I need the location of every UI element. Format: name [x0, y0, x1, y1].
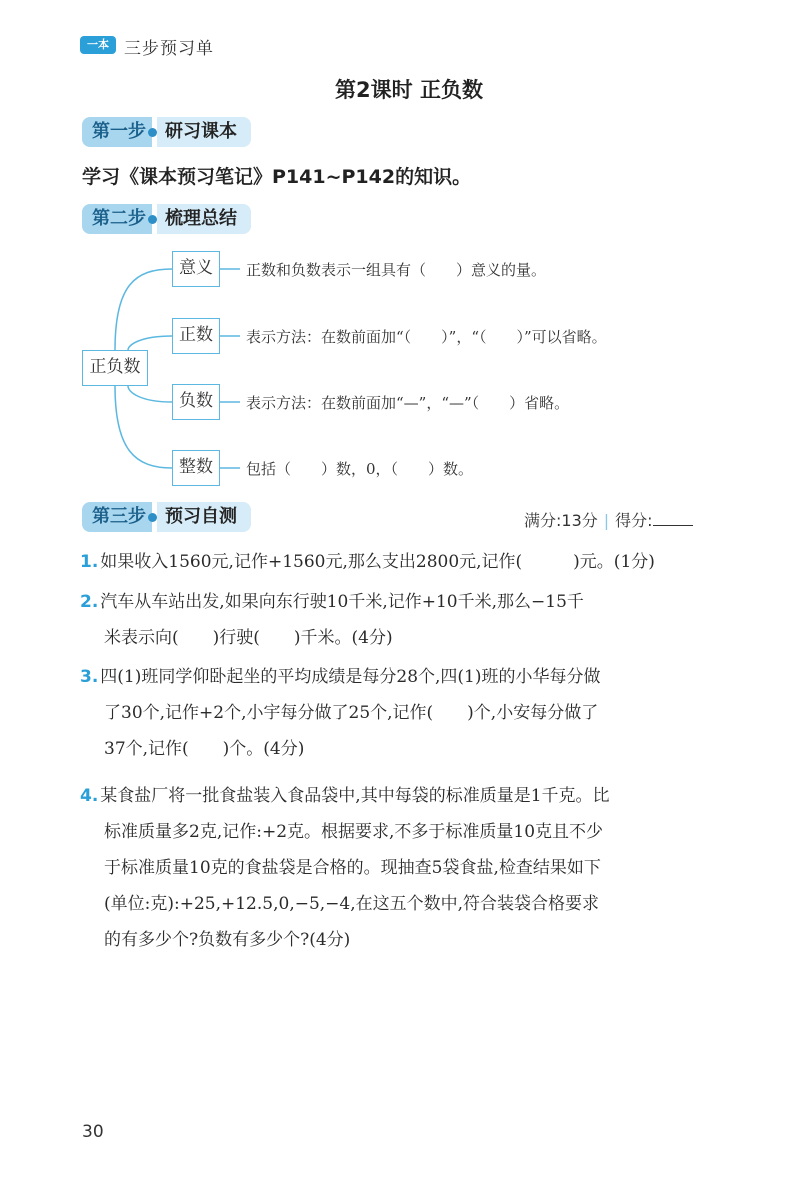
question-2	[80, 584, 740, 656]
question-line: 如果收入1560元,记作+1560元,那么支出2800元,记作( )元。(1分)	[100, 552, 655, 572]
mindmap-text-integer: 包括（ ）数，0，（ ）数。	[246, 460, 474, 478]
brand-logo: 一本	[80, 36, 116, 54]
question-line: 了30个,记作+2个,小宇每分做了25个,记作( )个,小安每分做了	[104, 703, 599, 723]
branch-negative	[128, 386, 172, 402]
question-line: 四(1)班同学仰卧起坐的平均成绩是每分28个,四(1)班的小华每分做	[100, 667, 601, 687]
mindmap-node-positive: 正数	[172, 318, 220, 354]
score-divider: |	[603, 511, 610, 530]
branch-positive	[128, 336, 172, 350]
question-line: 的有多少个?负数有多少个?(4分)	[104, 930, 351, 950]
step3-badge	[82, 502, 251, 532]
step3-name: 预习自测	[157, 502, 251, 532]
mindmap-node-integer: 整数	[172, 450, 220, 486]
question-number: 2.	[80, 592, 99, 612]
mindmap-root: 正负数	[82, 350, 148, 386]
question-line: 37个,记作( )个。(4分)	[104, 739, 305, 759]
full-score: 满分:13分	[524, 511, 598, 530]
page-number: 30	[82, 1122, 104, 1142]
mindmap-text-positive: 表示方法：在数前面加“（ ）”，“（ ）”可以省略。	[246, 328, 607, 346]
brand-title: 三步预习单	[124, 39, 214, 59]
branch-meaning	[115, 269, 172, 350]
mindmap-text-meaning: 正数和负数表示一组具有（ ）意义的量。	[246, 261, 547, 279]
mindmap-node-negative: 负数	[172, 384, 220, 420]
question-number: 4.	[80, 786, 99, 806]
score-blank[interactable]	[653, 511, 693, 526]
question-3	[80, 659, 740, 767]
step1-name: 研习课本	[157, 117, 251, 147]
question-number: 3.	[80, 667, 99, 687]
question-number: 1.	[80, 552, 99, 572]
question-4	[80, 778, 740, 958]
step2-dot-icon	[148, 215, 157, 224]
question-line: 米表示向( )行驶( )千米。(4分)	[104, 628, 393, 648]
question-line: 某食盐厂将一批食盐装入食品袋中,其中每袋的标准质量是1千克。比	[100, 786, 610, 806]
step1-dot-icon	[148, 128, 157, 137]
mindmap-text-negative: 表示方法：在数前面加“—”，“—”（ ）省略。	[246, 394, 570, 412]
score-label: 得分:	[615, 511, 653, 530]
question-line: 标准质量多2克,记作:+2克。根据要求,不多于标准质量10克且不少	[104, 822, 604, 842]
question-line: (单位:克):+25,+12.5,0,−5,−4,在这五个数中,符合装袋合格要求	[104, 894, 600, 914]
step2-name: 梳理总结	[157, 204, 251, 234]
step2-tag: 第二步	[82, 204, 152, 234]
score-area	[524, 508, 693, 531]
mindmap-node-meaning: 意义	[172, 251, 220, 287]
study-instruction: 学习《课本预习笔记》P141~P142的知识。	[82, 166, 472, 188]
question-line: 汽车从车站出发,如果向东行驶10千米,记作+10千米,那么−15千	[100, 592, 584, 612]
step1-tag: 第一步	[82, 117, 152, 147]
question-1	[80, 544, 740, 580]
lesson-title: 第2课时 正负数	[335, 78, 483, 102]
step3-dot-icon	[148, 513, 157, 522]
question-line: 于标准质量10克的食盐袋是合格的。现抽查5袋食盐,检查结果如下	[104, 858, 601, 878]
step3-tag: 第三步	[82, 502, 152, 532]
